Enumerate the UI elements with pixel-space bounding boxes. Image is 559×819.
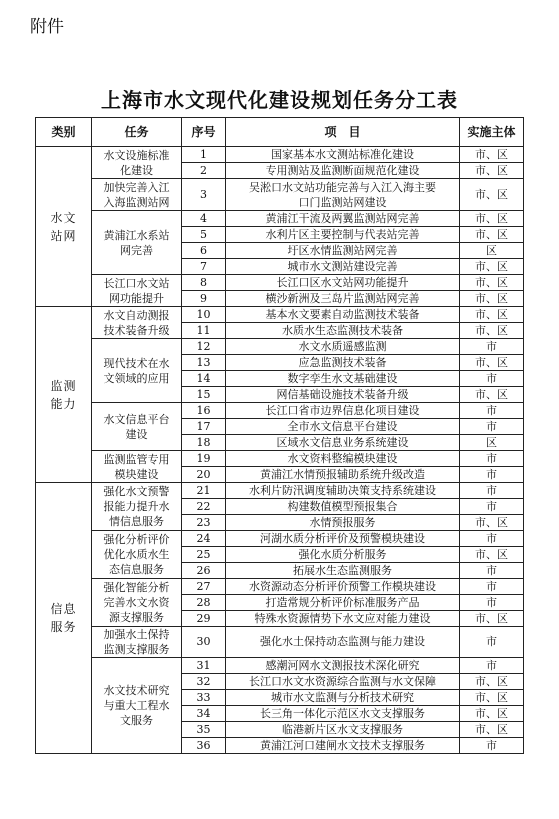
seq-cell: 22 <box>182 499 226 515</box>
project-cell: 黄浦江河口建闸水文技术支撑服务 <box>226 738 460 754</box>
seq-cell: 19 <box>182 451 226 467</box>
task-cell: 水文信息平台 建设 <box>92 403 182 451</box>
project-cell: 水利片区主要控制与代表站完善 <box>226 227 460 243</box>
table-row <box>36 339 524 355</box>
seq-cell: 8 <box>182 275 226 291</box>
header-subject: 实施主体 <box>460 118 524 147</box>
task-table <box>35 117 524 754</box>
task-cell: 强化智能分析 完善水文水资 源支撑服务 <box>92 579 182 627</box>
subject-cell: 市、区 <box>460 722 524 738</box>
seq-cell: 36 <box>182 738 226 754</box>
attachment-label: 附件 <box>30 17 64 37</box>
seq-cell: 14 <box>182 371 226 387</box>
header-category: 类别 <box>36 118 92 147</box>
task-cell: 强化分析评价 优化水质水生 态信息服务 <box>92 531 182 579</box>
project-cell: 吴淞口水文站功能完善与入江入海主要 口门监测站网建设 <box>226 179 460 211</box>
table-body <box>36 147 524 754</box>
seq-cell: 35 <box>182 722 226 738</box>
table-row <box>36 483 524 499</box>
seq-cell: 13 <box>182 355 226 371</box>
subject-cell: 市 <box>460 658 524 674</box>
seq-cell: 10 <box>182 307 226 323</box>
seq-cell: 11 <box>182 323 226 339</box>
subject-cell: 市、区 <box>460 323 524 339</box>
task-cell: 黄浦江水系站 网完善 <box>92 211 182 275</box>
seq-cell: 28 <box>182 595 226 611</box>
task-cell: 现代技术在水 文领域的应用 <box>92 339 182 403</box>
project-cell: 横沙新洲及三岛片监测站网完善 <box>226 291 460 307</box>
project-cell: 水情预报服务 <box>226 515 460 531</box>
category-cell: 监测 能力 <box>36 307 92 483</box>
project-cell: 拓展水生态监测服务 <box>226 563 460 579</box>
table-header-row <box>36 118 524 147</box>
subject-cell: 市 <box>460 371 524 387</box>
table-row <box>36 147 524 163</box>
subject-cell: 市 <box>460 451 524 467</box>
subject-cell: 市 <box>460 419 524 435</box>
subject-cell: 市、区 <box>460 515 524 531</box>
category-cell: 水文 站网 <box>36 147 92 307</box>
seq-cell: 31 <box>182 658 226 674</box>
project-cell: 水质水生态监测技术装备 <box>226 323 460 339</box>
task-cell: 加强水土保持 监测支撑服务 <box>92 627 182 658</box>
page-title: 上海市水文现代化建设规划任务分工表 <box>101 88 458 112</box>
subject-cell: 市 <box>460 531 524 547</box>
project-cell: 应急监测技术装备 <box>226 355 460 371</box>
task-cell: 强化水文预警 报能力提升水 情信息服务 <box>92 483 182 531</box>
project-cell: 全市水文信息平台建设 <box>226 419 460 435</box>
project-cell: 网信基础设施技术装备升级 <box>226 387 460 403</box>
subject-cell: 市、区 <box>460 147 524 163</box>
subject-cell: 市、区 <box>460 307 524 323</box>
seq-cell: 2 <box>182 163 226 179</box>
project-cell: 城市水文监测与分析技术研究 <box>226 690 460 706</box>
table-row <box>36 211 524 227</box>
subject-cell: 市 <box>460 579 524 595</box>
project-cell: 强化水土保持动态监测与能力建设 <box>226 627 460 658</box>
seq-cell: 15 <box>182 387 226 403</box>
table-row <box>36 627 524 658</box>
project-cell: 国家基本水文测站标准化建设 <box>226 147 460 163</box>
project-cell: 打造常规分析评价标准服务产品 <box>226 595 460 611</box>
subject-cell: 市、区 <box>460 227 524 243</box>
subject-cell: 市、区 <box>460 611 524 627</box>
seq-cell: 18 <box>182 435 226 451</box>
subject-cell: 区 <box>460 435 524 451</box>
seq-cell: 12 <box>182 339 226 355</box>
project-cell: 临港新片区水文支撑服务 <box>226 722 460 738</box>
seq-cell: 33 <box>182 690 226 706</box>
project-cell: 强化水质分析服务 <box>226 547 460 563</box>
seq-cell: 21 <box>182 483 226 499</box>
seq-cell: 26 <box>182 563 226 579</box>
subject-cell: 市、区 <box>460 547 524 563</box>
subject-cell: 市、区 <box>460 163 524 179</box>
subject-cell: 市 <box>460 499 524 515</box>
subject-cell: 市、区 <box>460 706 524 722</box>
seq-cell: 17 <box>182 419 226 435</box>
category-cell: 信息 服务 <box>36 483 92 754</box>
table-row <box>36 579 524 595</box>
header-project: 项 目 <box>226 118 460 147</box>
project-cell: 城市水文测站建设完善 <box>226 259 460 275</box>
seq-cell: 7 <box>182 259 226 275</box>
project-cell: 感潮河网水文测报技术深化研究 <box>226 658 460 674</box>
subject-cell: 市 <box>460 595 524 611</box>
project-cell: 数字孪生水文基础建设 <box>226 371 460 387</box>
subject-cell: 市、区 <box>460 387 524 403</box>
project-cell: 特殊水资源情势下水文应对能力建设 <box>226 611 460 627</box>
project-cell: 圩区水情监测站网完善 <box>226 243 460 259</box>
seq-cell: 16 <box>182 403 226 419</box>
table-row <box>36 403 524 419</box>
seq-cell: 25 <box>182 547 226 563</box>
task-cell: 水文自动测报 技术装备升级 <box>92 307 182 339</box>
task-cell: 水文设施标准 化建设 <box>92 147 182 179</box>
header-task: 任务 <box>92 118 182 147</box>
project-cell: 专用测站及监测断面规范化建设 <box>226 163 460 179</box>
seq-cell: 1 <box>182 147 226 163</box>
project-cell: 基本水文要素自动监测技术装备 <box>226 307 460 323</box>
seq-cell: 30 <box>182 627 226 658</box>
project-cell: 水文资料整编模块建设 <box>226 451 460 467</box>
table-row <box>36 658 524 674</box>
project-cell: 河湖水质分析评价及预警模块建设 <box>226 531 460 547</box>
subject-cell: 市、区 <box>460 291 524 307</box>
table-row <box>36 451 524 467</box>
subject-cell: 市 <box>460 339 524 355</box>
project-cell: 长三角一体化示范区水文支撑服务 <box>226 706 460 722</box>
project-cell: 构建数值模型预报集合 <box>226 499 460 515</box>
project-cell: 长江口省市边界信息化项目建设 <box>226 403 460 419</box>
project-cell: 长江口水文水资源综合监测与水文保障 <box>226 674 460 690</box>
subject-cell: 市 <box>460 467 524 483</box>
subject-cell: 市 <box>460 483 524 499</box>
seq-cell: 9 <box>182 291 226 307</box>
subject-cell: 市、区 <box>460 179 524 211</box>
project-cell: 区域水文信息业务系统建设 <box>226 435 460 451</box>
task-cell: 长江口水文站 网功能提升 <box>92 275 182 307</box>
task-cell: 水文技术研究 与重大工程水 文服务 <box>92 658 182 754</box>
subject-cell: 区 <box>460 243 524 259</box>
subject-cell: 市、区 <box>460 259 524 275</box>
subject-cell: 市、区 <box>460 355 524 371</box>
header-seq: 序号 <box>182 118 226 147</box>
seq-cell: 34 <box>182 706 226 722</box>
subject-cell: 市、区 <box>460 211 524 227</box>
task-cell: 监测监管专用 模块建设 <box>92 451 182 483</box>
subject-cell: 市 <box>460 627 524 658</box>
seq-cell: 27 <box>182 579 226 595</box>
task-cell: 加快完善入江 入海监测站网 <box>92 179 182 211</box>
seq-cell: 29 <box>182 611 226 627</box>
subject-cell: 市 <box>460 563 524 579</box>
project-cell: 水资源动态分析评价预警工作模块建设 <box>226 579 460 595</box>
table-row <box>36 275 524 291</box>
seq-cell: 6 <box>182 243 226 259</box>
table-row <box>36 531 524 547</box>
subject-cell: 市、区 <box>460 275 524 291</box>
subject-cell: 市、区 <box>460 674 524 690</box>
seq-cell: 20 <box>182 467 226 483</box>
subject-cell: 市 <box>460 738 524 754</box>
table-row <box>36 179 524 211</box>
project-cell: 黄浦江干流及两翼监测站网完善 <box>226 211 460 227</box>
seq-cell: 32 <box>182 674 226 690</box>
seq-cell: 23 <box>182 515 226 531</box>
subject-cell: 市 <box>460 403 524 419</box>
table-row <box>36 307 524 323</box>
seq-cell: 4 <box>182 211 226 227</box>
seq-cell: 3 <box>182 179 226 211</box>
project-cell: 水文水质遥感监测 <box>226 339 460 355</box>
seq-cell: 24 <box>182 531 226 547</box>
seq-cell: 5 <box>182 227 226 243</box>
project-cell: 水利片防汛调度辅助决策支持系统建设 <box>226 483 460 499</box>
project-cell: 黄浦江水情预报辅助系统升级改造 <box>226 467 460 483</box>
project-cell: 长江口区水文站网功能提升 <box>226 275 460 291</box>
subject-cell: 市、区 <box>460 690 524 706</box>
